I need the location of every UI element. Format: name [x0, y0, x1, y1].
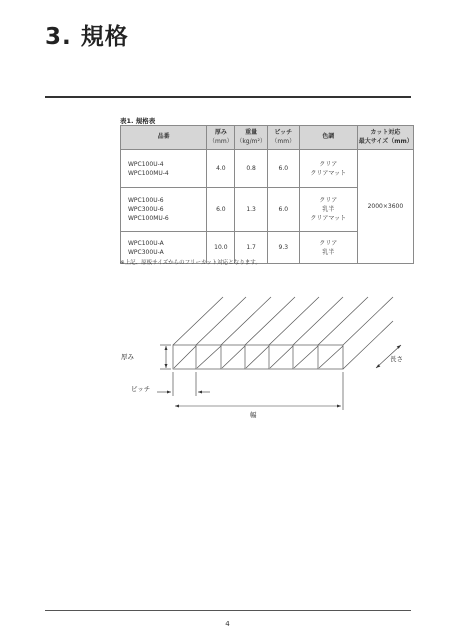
title-rule	[45, 96, 411, 98]
table-footnote: ※上記、原板サイズからのフリーカット対応となります。	[120, 260, 261, 266]
weight-value: 1.3	[235, 188, 268, 232]
header-max-size: カット対応 最大サイズ（mm）	[357, 126, 413, 150]
product-codes: WPC100U-4 WPC100MU-4	[121, 150, 207, 188]
table-row	[121, 150, 414, 188]
spec-table	[120, 125, 414, 264]
table-header-row	[121, 126, 414, 150]
header-pitch: ピッチ （mm）	[267, 126, 299, 150]
header-color: 色調	[299, 126, 357, 150]
pitch-value: 6.0	[267, 150, 299, 188]
color-values: クリア クリアマット	[299, 150, 357, 188]
color-values: クリア 乳半	[299, 232, 357, 264]
header-thickness: 厚み （mm）	[207, 126, 235, 150]
thickness-value: 10.0	[207, 232, 235, 264]
page-number: 4	[225, 620, 230, 628]
thickness-value: 4.0	[207, 150, 235, 188]
weight-value: 1.7	[235, 232, 268, 264]
header-weight: 重量 （kg/m²）	[235, 126, 268, 150]
table-caption: 表1. 規格表	[120, 117, 156, 125]
thickness-value: 6.0	[207, 188, 235, 232]
header-product: 品番	[121, 126, 207, 150]
footer-rule	[45, 610, 411, 611]
panel-diagram	[110, 295, 415, 430]
pitch-value: 9.3	[267, 232, 299, 264]
length-label: 長さ	[390, 355, 403, 363]
twin-wall-panel-illustration	[110, 295, 415, 430]
pitch-value: 6.0	[267, 188, 299, 232]
thickness-label: 厚み	[121, 353, 134, 361]
section-title: 3. 規格	[45, 24, 129, 50]
width-label: 幅	[250, 411, 257, 419]
color-values: クリア 乳半 クリアマット	[299, 188, 357, 232]
max-size-value: 2000×3600	[357, 150, 413, 264]
product-codes: WPC100U-A WPC300U-A	[121, 232, 207, 264]
weight-value: 0.8	[235, 150, 268, 188]
product-codes: WPC100U-6 WPC300U-6 WPC100MU-6	[121, 188, 207, 232]
pitch-label: ピッチ	[131, 385, 151, 393]
